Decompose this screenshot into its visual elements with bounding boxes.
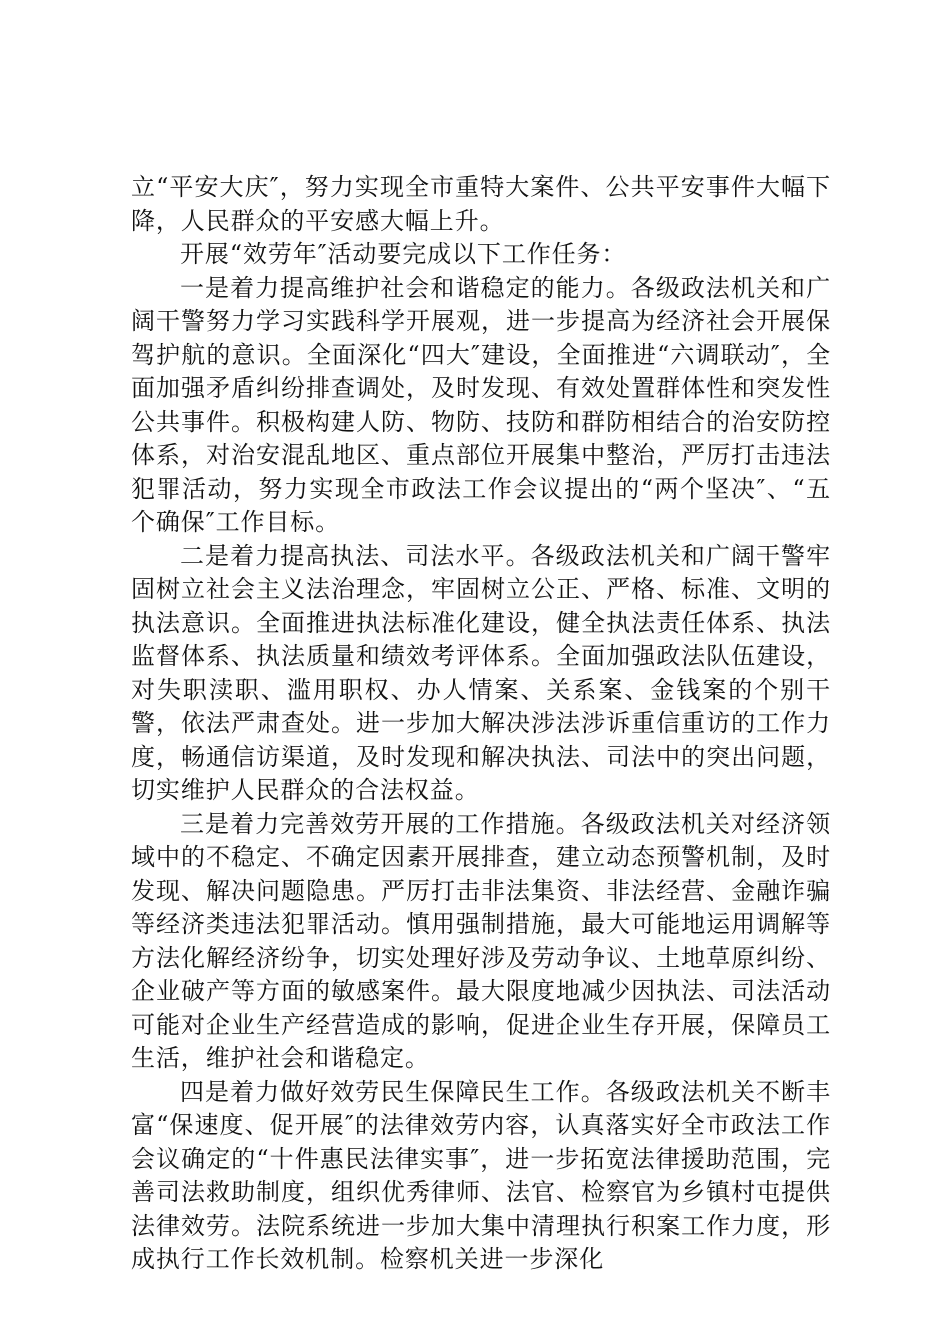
paragraph-task-two: 二是着力提高执法、司法水平。各级政法机关和广阔干警牢固树立社会主义法治理念，牢固树立公正、严格、标准、文明的执法意识。全面推进执法标准化建设，健全执法责任体系、执法监督体系、执法质量和绩效考评体系。全面加强政法队伍建设，对失职渎职、滥用职权、办人情案、关系案、金钱案的个别干警，依法严肃查处。进一步加大解决涉法涉诉重信重访的工作力度，畅通信访渠道，及时发现和解决执法、司法中的突出问题，切实维护人民群众的合法权益。 xyxy=(131,541,831,804)
paragraph-task-four: 四是着力做好效劳民生保障民生工作。各级政法机关不断丰富“保速度、促开展″的法律效劳内容，认真落实好全市政法工作会议确定的“十件惠民法律实事″，进一步拓宽法律援助范围，完善司法救助制度，组织优秀律师、法官、检察官为乡镇村屯提供法律效劳。法院系统进一步加大集中清理执行积案工作力度，形成执行工作长效机制。检察机关进一步深化 xyxy=(131,1077,831,1273)
paragraph-task-one: 一是着力提高维护社会和谐稳定的能力。各级政法机关和广阔干警努力学习实践科学开展观，进一步提高为经济社会开展保驾护航的意识。全面深化“四大″建设，全面推进“六调联动″，全面加强矛盾纠纷排查调处，及时发现、有效处置群体性和突发性公共事件。积极构建人防、物防、技防和群防相结合的治安防控体系，对治安混乱地区、重点部位开展集中整治，严厉打击违法犯罪活动，努力实现全市政法工作会议提出的“两个坚决″、“五个确保″工作目标。 xyxy=(131,273,831,536)
paragraph-task-three: 三是着力完善效劳开展的工作措施。各级政法机关对经济领域中的不稳定、不确定因素开展排查，建立动态预警机制，及时发现、解决问题隐患。严厉打击非法集资、非法经营、金融诈骗等经济类违法犯罪活动。慎用强制措施，最大可能地运用调解等方法化解经济纷争，切实处理好涉及劳动争议、土地草原纠纷、企业破产等方面的敏感案件。最大限度地减少因执法、司法活动可能对企业生产经营造成的影响，促进企业生存开展，保障员工生活，维护社会和谐稳定。 xyxy=(131,809,831,1072)
document-body xyxy=(131,171,831,1277)
paragraph-continuation: 立“平安大庆″，努力实现全市重特大案件、公共平安事件大幅下降，人民群众的平安感大幅上升。 xyxy=(131,173,831,235)
paragraph-task-intro: 开展“效劳年″活动要完成以下工作任务： xyxy=(180,240,627,268)
